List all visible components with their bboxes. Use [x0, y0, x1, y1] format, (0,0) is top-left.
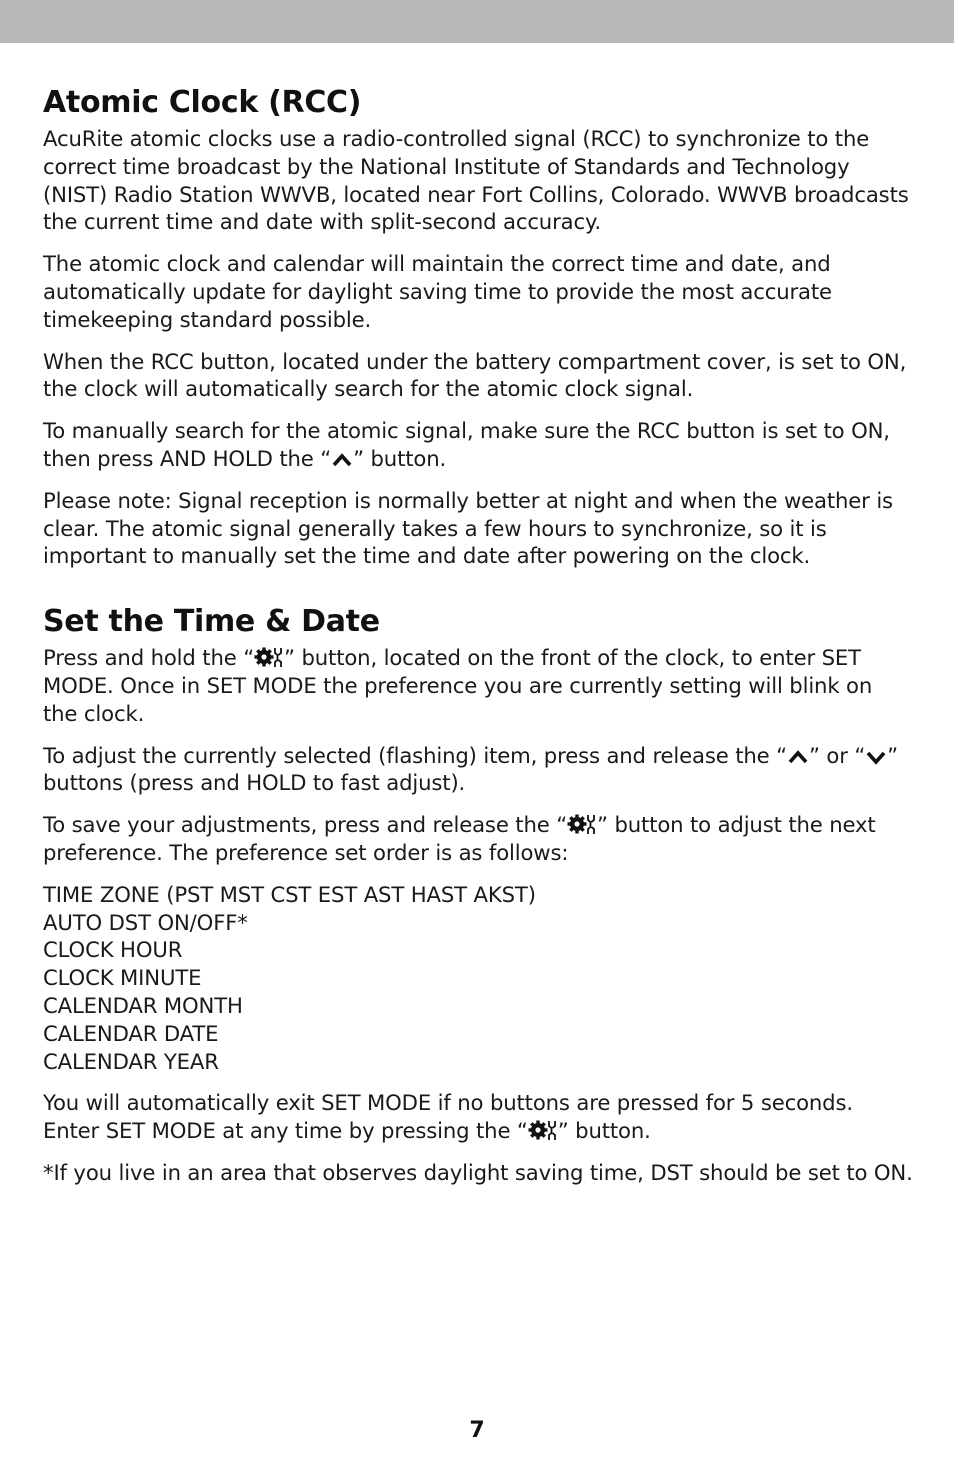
text-segment: ” buttons (press and HOLD to fast adjust).: [43, 742, 898, 796]
paragraph-adjust-item: [43, 742, 913, 798]
text-segment: ” button, located on the front of the clock, to enter SET MODE. Once in SET MODE the preference you are currently setting will blink on the clock.: [43, 645, 873, 726]
preference-order-list: [43, 881, 913, 1076]
paragraph-atomic-intro: AcuRite atomic clocks use a radio-controlled signal (RCC) to synchronize to the correct time broadcast by the National Institute of Standards and Technology (NIST) Radio Station WWVB, located near Fort Collins, Colorado. WWVB broadcasts the current time and date with split-second accuracy.: [43, 126, 909, 235]
page-content: [43, 85, 913, 1201]
paragraph-manual-search: [43, 417, 913, 473]
text-segment: ” button.: [557, 1118, 651, 1144]
list-item: CLOCK HOUR: [43, 937, 183, 963]
list-item: CLOCK MINUTE: [43, 965, 202, 991]
down-arrow-icon: [865, 748, 887, 766]
gear-wrench-icon: [567, 813, 597, 835]
section-title-set-time-date: Set the Time & Date: [43, 604, 380, 640]
paragraph-enter-set-mode: [43, 644, 913, 727]
list-item: CALENDAR DATE: [43, 1020, 219, 1046]
gear-wrench-icon: [528, 1119, 558, 1141]
up-arrow-icon: [331, 451, 353, 469]
list-item: CALENDAR YEAR: [43, 1048, 219, 1074]
dst-footnote: *If you live in an area that observes daylight saving time, DST should be set to ON.: [43, 1159, 913, 1185]
text-segment: ” button to adjust the next preference. The preference set order is as follows:: [43, 812, 876, 865]
text-segment: Press and hold the “: [43, 645, 255, 671]
up-arrow-icon: [787, 748, 809, 766]
header-band: [0, 0, 954, 43]
text-segment: To manually search for the atomic signal, make sure the RCC button is set to ON, then press AND HOLD the “: [43, 418, 890, 471]
paragraph-signal-note: Please note: Signal reception is normally better at night and when the weather is clear. The atomic signal generally takes a few hours to synchronize, so it is important to manually set the time and date after powering on the clock.: [43, 487, 893, 569]
paragraph-save-adjustments: [43, 811, 913, 867]
paragraph-atomic-maintain: The atomic clock and calendar will maintain the correct time and date, and automatically update for daylight saving time to provide the most accurate timekeeping standard possible.: [43, 251, 832, 332]
text-segment: To adjust the currently selected (flashing) item, press and release the “: [43, 742, 787, 768]
paragraph-auto-exit: [43, 1089, 913, 1145]
list-item: CALENDAR MONTH: [43, 992, 243, 1018]
list-item: AUTO DST ON/OFF*: [43, 909, 248, 935]
gear-wrench-icon: [254, 646, 284, 668]
text-segment: ” or “: [808, 742, 866, 768]
text-segment: ” button.: [353, 445, 447, 471]
section-title-atomic-clock: Atomic Clock (RCC): [43, 85, 362, 120]
text-segment: You will automatically exit SET MODE if no buttons are pressed for 5 seconds. Enter SET MODE at any time by pressing the “: [43, 1090, 853, 1144]
text-segment: To save your adjustments, press and release the “: [43, 812, 568, 838]
page-number: 7: [469, 1418, 485, 1443]
list-item: TIME ZONE (PST MST CST EST AST HAST AKST): [43, 881, 536, 907]
paragraph-rcc-button: When the RCC button, located under the battery compartment cover, is set to ON, the clock will automatically search for the atomic clock signal.: [43, 348, 907, 402]
